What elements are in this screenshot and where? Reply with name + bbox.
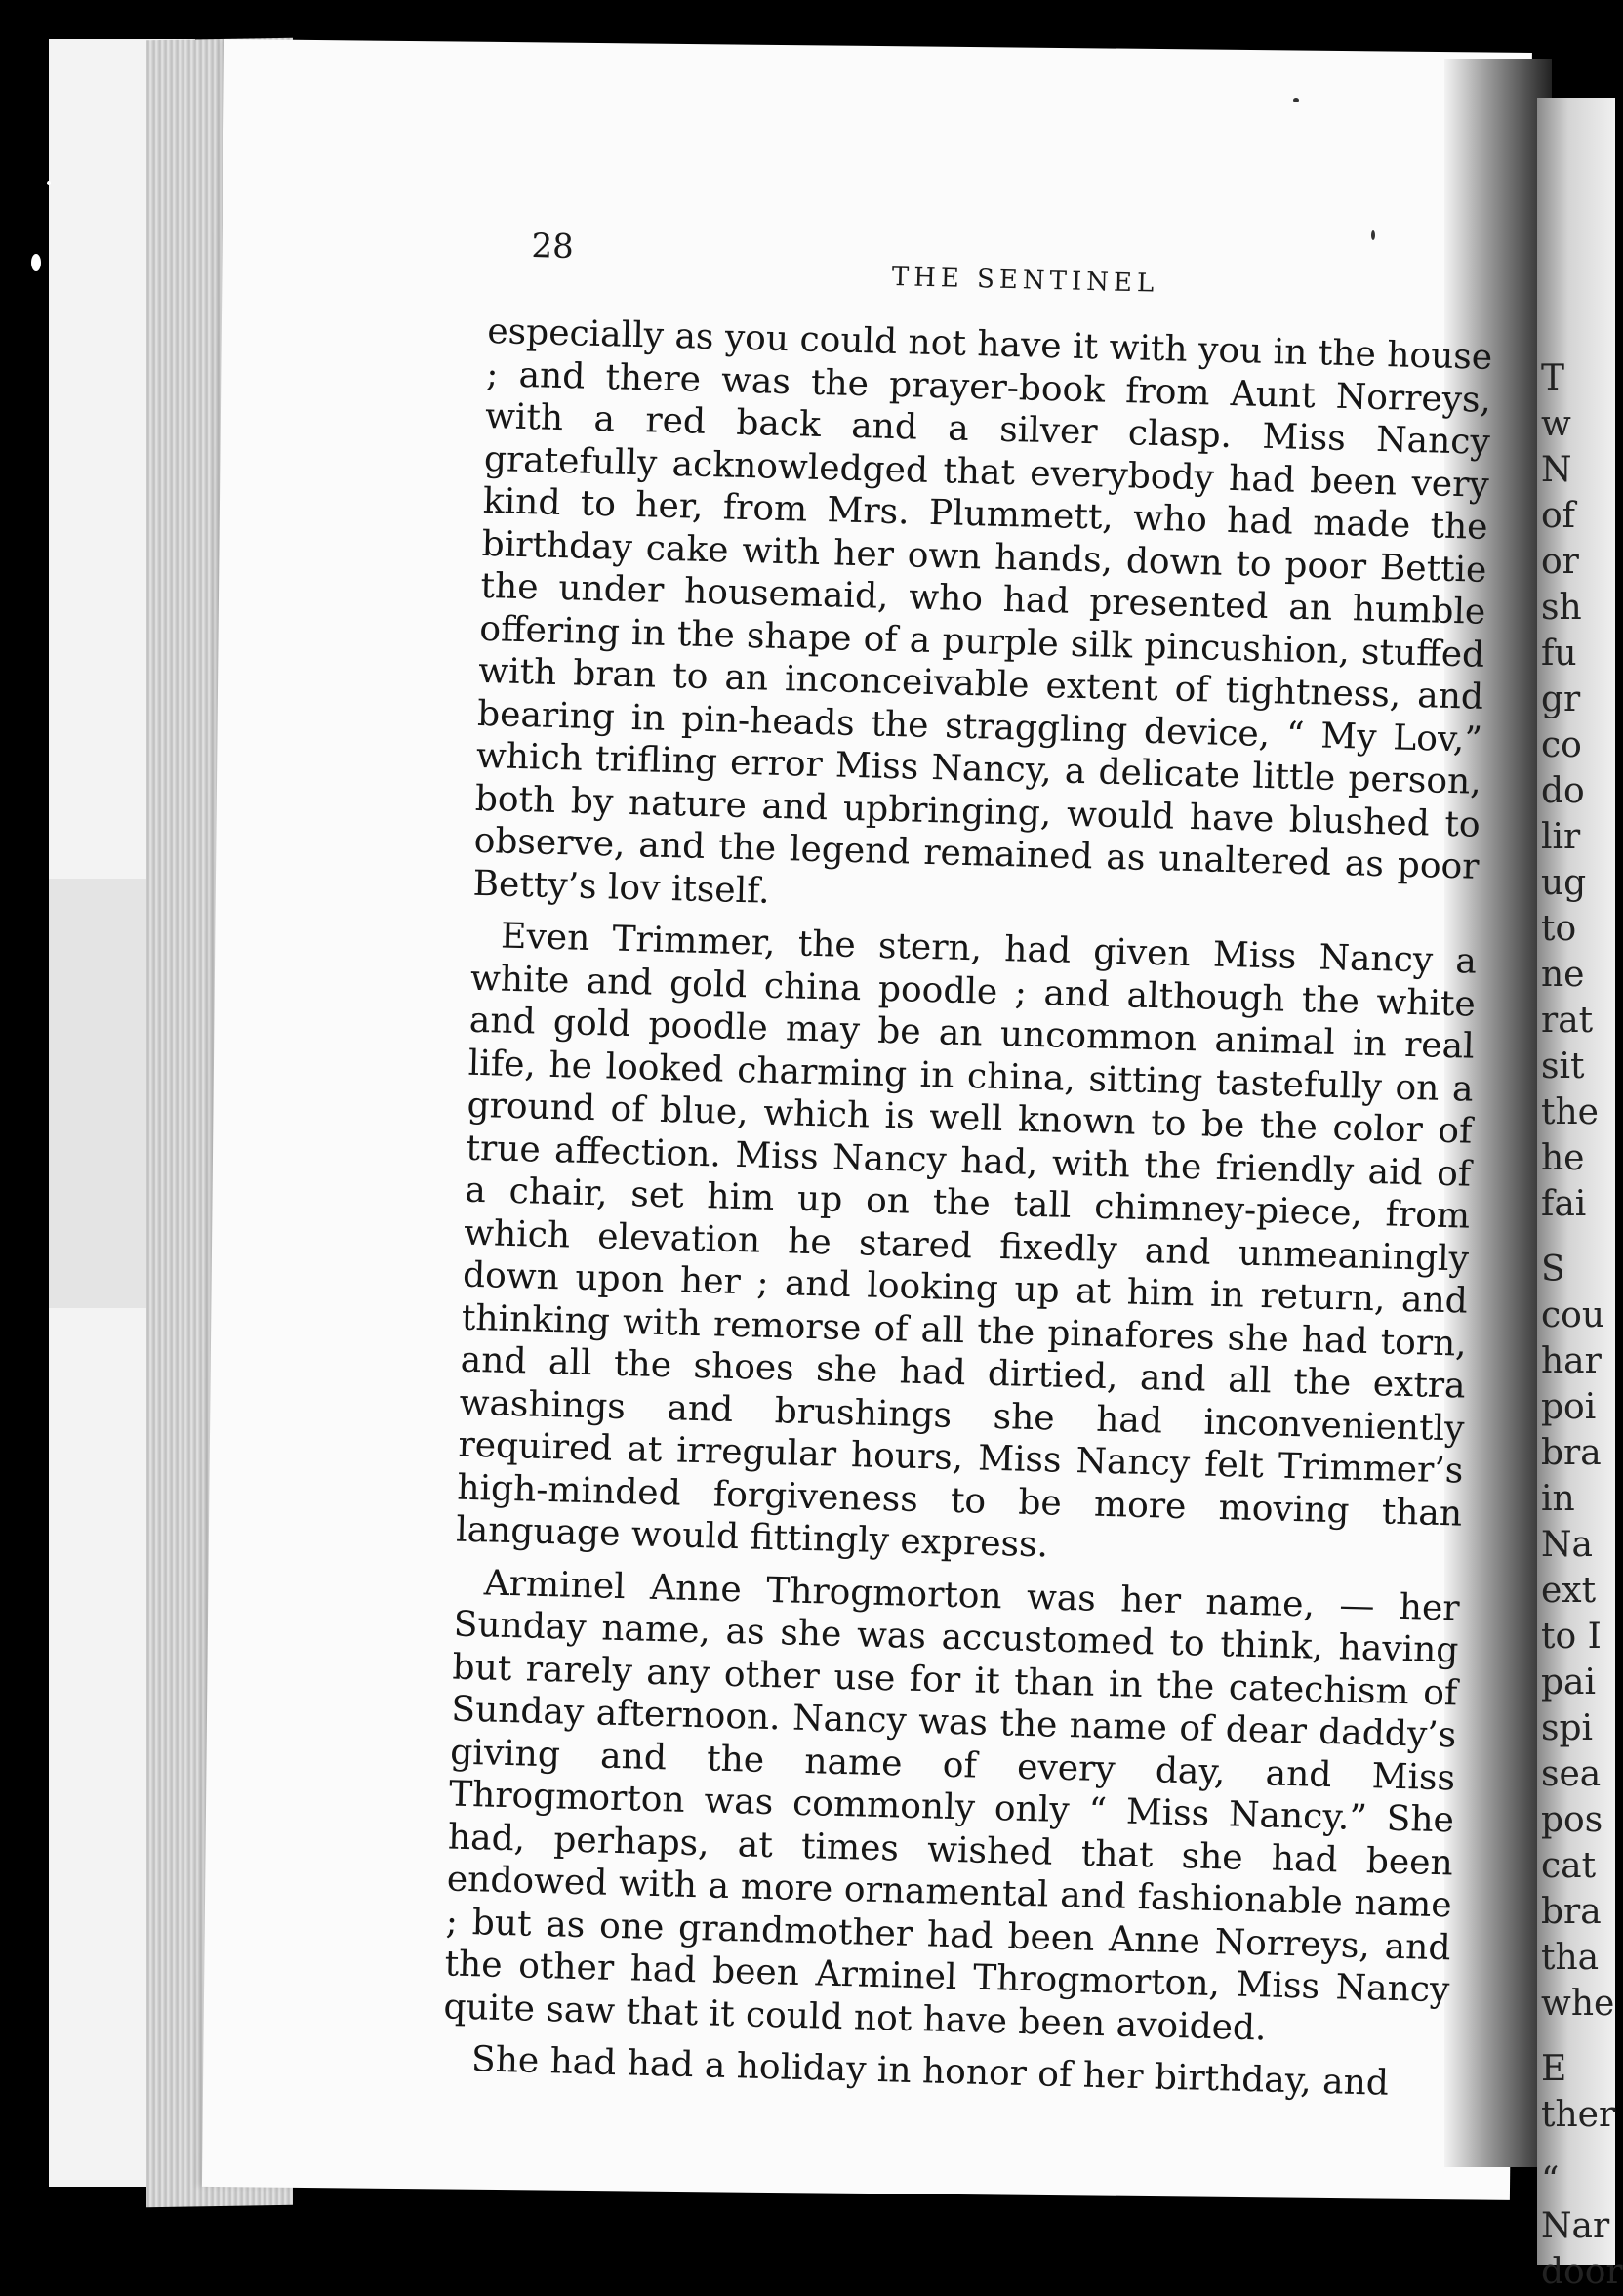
dust-speck <box>47 181 51 185</box>
running-head: THE SENTINEL <box>891 263 1159 299</box>
paragraph: especially as you could not have it with you in the house ; and there was the prayer-book from Aunt Norreys, with a red back and a silver clasp. Miss Nancy gratefully acknowledged that everybody had been very kind to her, from Mrs. Plummett, who had made the birthday cake with her own hands, down to poor Bettie the under housemaid, who had presented an humble offering in the shape of a purple silk pincushion, stuffed with bran to an inconceivable extent of tightness, and bearing in pin-heads the straggling device, “ My Lov,” which trifling error Miss Nancy, a delicate little person, both by nature and upbringing, would have blushed to observe, and the legend remained as unaltered as poor Betty’s lov itself. <box>472 310 1493 912</box>
paragraph: Even Trimmer, the stern, had given Miss Nancy a white and gold china poodle ; and although the white and gold poodle may be an uncommon animal in real life, he looked charming in china, sitting tastefully on a ground of blue, which is well known to be the color of true affection. Miss Nancy had, with the friendly aid of a chair, set him up on the tall chimney-piece, from which elevation he stared fixedly and unmeaningly down upon her ; and looking up at him in return, and thinking with remorse of all the pinafores she had torn, and all the shoes she had dirtied, and all the extra washings and brushings she had inconveniently required at irregular hours, Miss Nancy felt Trimmer’s high-minded forgiveness to be more moving than language would fittingly express. <box>455 916 1478 1566</box>
facing-page-line: in <box>1541 1479 1575 1519</box>
dust-speck <box>31 254 41 271</box>
facing-page-line: sit <box>1541 1046 1585 1086</box>
facing-page-line: N <box>1541 450 1572 490</box>
facing-page-line: of <box>1541 496 1575 536</box>
facing-page-line: do <box>1541 771 1585 811</box>
body-text <box>442 310 1493 2107</box>
facing-page-line: spi <box>1541 1708 1594 1748</box>
facing-page-line: w <box>1541 404 1571 444</box>
facing-page-line: bra <box>1541 1433 1602 1473</box>
facing-page-line: or <box>1541 542 1579 582</box>
page-number: 28 <box>531 226 575 267</box>
facing-page-line: cou <box>1541 1295 1605 1335</box>
facing-page-line: S <box>1541 1250 1565 1290</box>
facing-page-line: “ <box>1541 2160 1560 2200</box>
facing-page-line: gr <box>1541 679 1581 719</box>
facing-page-line: pos <box>1541 1800 1603 1840</box>
dust-speck <box>1293 98 1299 102</box>
dust-speck <box>1371 230 1375 240</box>
facing-page-line: he <box>1541 1138 1585 1178</box>
facing-page-line: lir <box>1541 817 1581 857</box>
facing-page-line: ne <box>1541 955 1585 995</box>
facing-page-line: co <box>1541 725 1582 765</box>
facing-page-line: whe <box>1541 1984 1615 2024</box>
facing-page-line: sh <box>1541 588 1582 628</box>
facing-page-line: har <box>1541 1341 1602 1381</box>
facing-page-line: ther <box>1541 2095 1616 2135</box>
facing-page-line: E <box>1541 2049 1567 2089</box>
facing-page-line: T <box>1541 358 1565 398</box>
facing-page-line: fu <box>1541 634 1577 674</box>
facing-page-line: pai <box>1541 1662 1597 1702</box>
facing-page-line: to <box>1541 909 1577 949</box>
facing-page-line: to I <box>1541 1617 1602 1657</box>
facing-page <box>1537 98 1623 2292</box>
facing-page-line: sea <box>1541 1754 1602 1794</box>
facing-page-line: ext <box>1541 1571 1597 1611</box>
facing-page-line: Nar <box>1541 2206 1610 2246</box>
facing-page-line: bra <box>1541 1892 1602 1932</box>
facing-page-line: Na <box>1541 1525 1593 1565</box>
facing-page-line: poi <box>1541 1387 1597 1427</box>
facing-page-line: door <box>1541 2252 1623 2292</box>
facing-page-line: the <box>1541 1092 1599 1132</box>
facing-page-line: fai <box>1541 1184 1587 1224</box>
facing-page-line: cat <box>1541 1846 1597 1886</box>
paragraph: Arminel Anne Throgmorton was her name, — her Sunday name, as she was accustomed to think, having but rarely any other use for it than in the catechism of Sunday afternoon. Nancy was the name of dear daddy’s giving and the name of every day, and Miss Throgmorton was commonly only “ Miss Nancy.” She had, perhaps, at times wished that she had been endowed with a more ornamental and fashionable name ; but as one grandmother had been Anne Norreys, and the other had been Arminel Throgmorton, Miss Nancy quite saw that it could not have been avoided. <box>442 1562 1461 2048</box>
paragraph: She had had a holiday in honor of her birthday, and <box>470 2039 1390 2104</box>
facing-page-line: rat <box>1541 1001 1594 1041</box>
facing-page-line: ug <box>1541 863 1587 903</box>
facing-page-line: tha <box>1541 1938 1600 1978</box>
